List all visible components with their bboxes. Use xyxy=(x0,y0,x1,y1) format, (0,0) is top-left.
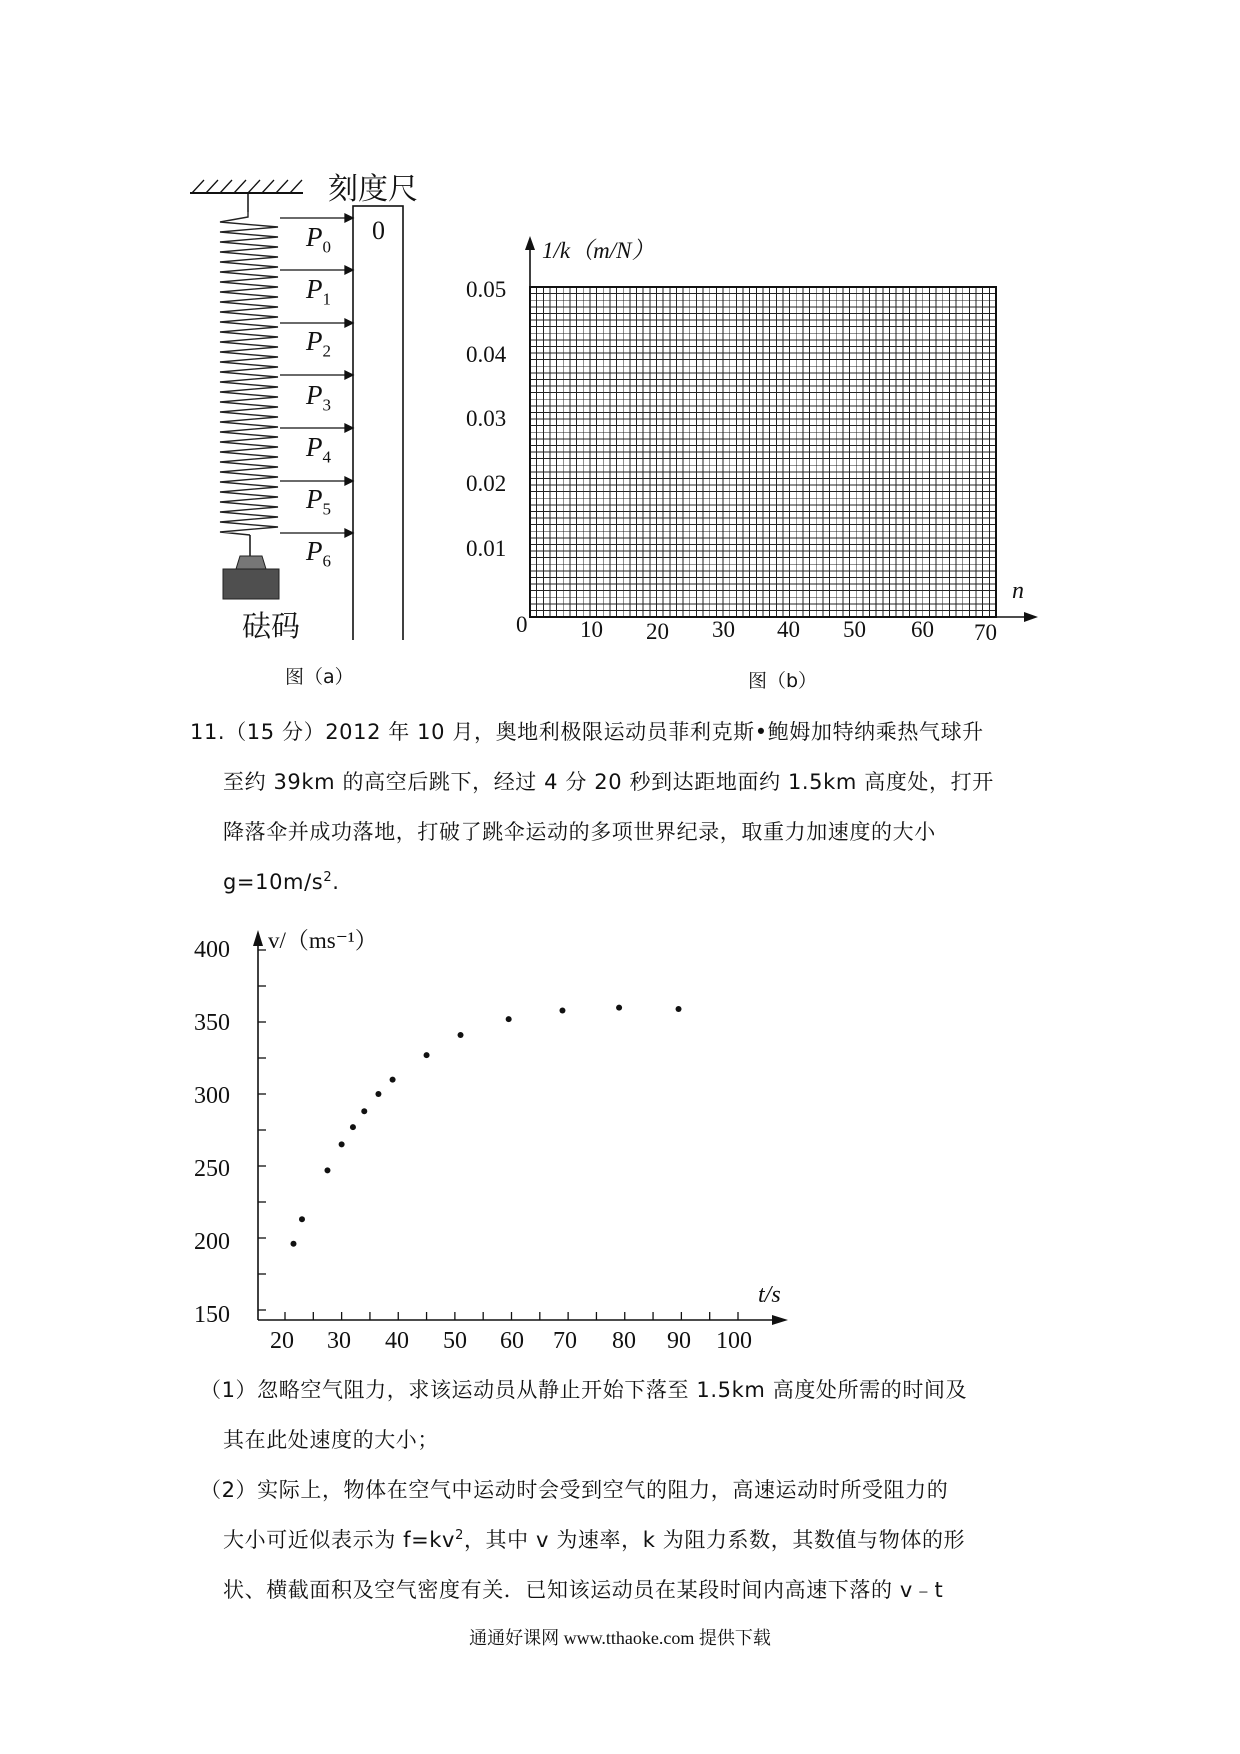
page-footer: 通通好课网 www.tthaoke.com 提供下载 xyxy=(469,1628,771,1648)
sub-question-1-line-1: （1）忽略空气阻力，求该运动员从静止开始下落至 1.5km 高度处所需的时间及 xyxy=(200,1378,968,1402)
x-tick-label-100: 100 xyxy=(716,1328,752,1354)
x-tick-30: 30 xyxy=(712,617,735,642)
x-tick-label-50: 50 xyxy=(443,1328,467,1354)
x-axis-arrow xyxy=(772,1315,788,1325)
data-point xyxy=(559,1007,565,1013)
x-tick-label-80: 80 xyxy=(612,1328,636,1354)
x-tick-40: 40 xyxy=(777,617,800,642)
figure-a-caption: 图（a） xyxy=(285,666,354,688)
x-tick-10: 10 xyxy=(580,617,603,642)
pointer-label-p3: $P_3$ xyxy=(306,380,331,415)
data-point xyxy=(458,1032,464,1038)
origin-label-b: 0 xyxy=(516,612,528,637)
data-point xyxy=(350,1124,356,1130)
data-point xyxy=(339,1141,345,1147)
sub-question-1-line-2: 其在此处速度的大小； xyxy=(223,1428,439,1452)
x-tick-label-40: 40 xyxy=(385,1328,409,1354)
sub-question-2-line-2: 大小可近似表示为 $f=kv^2$，其中 v 为速率，k 为阻力系数，其数值与物体的形 xyxy=(223,1528,966,1552)
x-tick-label-30: 30 xyxy=(327,1328,351,1354)
data-point xyxy=(375,1091,381,1097)
figure-b-caption: 图（b） xyxy=(748,670,818,692)
data-point xyxy=(361,1108,367,1114)
y-tick-0.04: 0.04 xyxy=(466,342,507,367)
data-point xyxy=(676,1006,682,1012)
y-tick-0.01: 0.01 xyxy=(466,536,507,561)
ruler-label: 刻度尺 xyxy=(328,172,418,207)
sub-question-2-line-3: 状、横截面积及空气密度有关．已知该运动员在某段时间内高速下落的 v﹣t xyxy=(223,1578,944,1602)
y-tick-label-300: 300 xyxy=(194,1083,230,1109)
data-point xyxy=(390,1077,396,1083)
ruler-zero-mark: 0 xyxy=(372,216,385,245)
question-line-2: 至约 39km 的高空后跳下，经过 4 分 20 秒到达距地面约 1.5km 高度处，打开 xyxy=(223,770,994,794)
x-axis-label-b: n xyxy=(1012,578,1024,604)
y-tick-0.05: 0.05 xyxy=(466,277,507,302)
y-tick-label-200: 200 xyxy=(194,1229,230,1255)
y-tick-label-350: 350 xyxy=(194,1010,230,1036)
data-point xyxy=(424,1052,430,1058)
pointer-label-p0: $P_0$ xyxy=(306,222,331,257)
data-point xyxy=(290,1241,296,1247)
weight-label: 砝码 xyxy=(242,609,301,643)
pointer-label-p1: $P_1$ xyxy=(306,274,331,309)
pointer-label-p2: $P_2$ xyxy=(306,326,331,361)
pointer-label-p4: $P_4$ xyxy=(306,432,331,467)
question-line-3: 降落伞并成功落地，打破了跳伞运动的多项世界纪录，取重力加速度的大小 xyxy=(223,820,936,844)
data-point xyxy=(506,1016,512,1022)
y-tick-label-250: 250 xyxy=(194,1156,230,1182)
x-tick-label-60: 60 xyxy=(500,1328,524,1354)
x-tick-label-70: 70 xyxy=(553,1328,577,1354)
question-line-4: $g=10m/s^2$. xyxy=(223,870,340,894)
y-tick-label-400: 400 xyxy=(194,937,230,963)
question-line-1: 11.（15 分）2012 年 10 月，奥地利极限运动员菲利克斯•鲍姆加特纳乘热气球升 xyxy=(190,720,984,744)
x-tick-label-20: 20 xyxy=(270,1328,294,1354)
y-tick-0.02: 0.02 xyxy=(466,471,507,496)
x-tick-label-90: 90 xyxy=(667,1328,691,1354)
t-axis-label: t/s xyxy=(758,1282,781,1308)
x-tick-20: 20 xyxy=(646,619,669,644)
x-tick-60: 60 xyxy=(911,617,934,642)
data-point xyxy=(324,1167,330,1173)
data-point xyxy=(299,1216,305,1222)
sub-question-2-line-1: （2）实际上，物体在空气中运动时会受到空气的阻力，高速运动时所受阻力的 xyxy=(200,1478,949,1502)
x-tick-50: 50 xyxy=(843,617,866,642)
y-axis-arrow xyxy=(253,930,263,946)
y-tick-label-150: 150 xyxy=(194,1302,230,1328)
v-axis-label: v/（ms⁻¹） xyxy=(268,928,378,953)
data-point xyxy=(616,1005,622,1011)
y-tick-0.03: 0.03 xyxy=(466,406,507,431)
x-tick-70: 70 xyxy=(974,620,997,645)
pointer-label-p5: $P_5$ xyxy=(306,484,331,519)
y-axis-label-b: 1/k（m/N） xyxy=(542,238,655,263)
pointer-label-p6: $P_6$ xyxy=(306,536,331,571)
